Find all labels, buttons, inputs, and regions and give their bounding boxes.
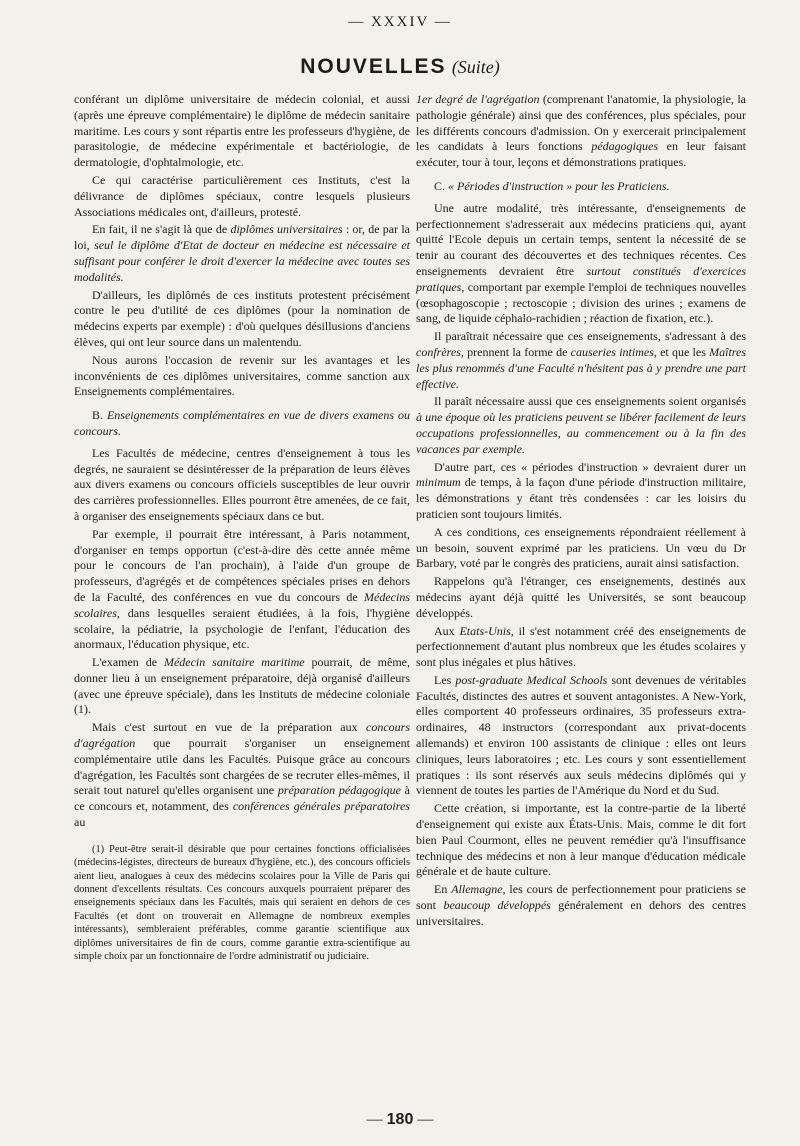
paragraph: En fait, il ne s'agit là que de diplômes universitaires : or, de par la loi, seul le diplôme d'Etat de docteur en médecine est nécessaire et suffisant pour conférer le droit d'exercer la médecine avec toutes ses modalités. [74, 222, 410, 284]
right-column [416, 92, 746, 930]
paragraph: Cette création, si importante, est la contre-partie de la liberté d'enseignement qui existe aux États-Unis. Mais, comme le dit fort bien Paul Courmont, elles ne peuvent remédier qu'à l'insuffisance technique des médecins et non à leur manque d'éducation médicale générale et de haute culture. [416, 801, 746, 879]
footnote-text: (1) Peut-être serait-il désirable que pour certaines fonctions officialisées (médecins-légistes, directeurs de bureaux d'hygiène, etc.), des concours officiels aient lieu, analogues à ceux des médecins scolaires pour la Ville de Paris qui donnent d'excellents résultats. Ces concours auxquels pourraient préparer des enseignements spéciaux dans les Facultés, mais qui seraient en dehors de ces Facultés (et dont on trouverait en Allemagne de nombreux exemples intéressants), sembleraient préférables, comme garantie scientifique aux diplômes universitaires de fin de cours, comme garantie extra-scientifique au simple choix par un fonctionnaire de l'ordre administratif ou judiciaire. [74, 843, 410, 963]
paragraph: Une autre modalité, très intéressante, d'enseignements de perfectionnement s'adresserait aux médecins praticiens qui, ayant quitté l'Ecole depuis un certain temps, sentent la nécessité de se tenir au courant des découvertes et des techniques récentes. Ces enseignements devraient être surtout constitués d'exercices pratiques, comportant par exemple l'emploi de techniques nouvelles (œsophagoscopie ; rectoscopie ; division des urines ; examens de sang, de liquide céphalo-rachidien ; réaction de fixation, etc.). [416, 200, 746, 326]
paragraph: Aux Etats-Unis, il s'est notamment créé des enseignements de perfectionnement d'autant plus nombreux que les études scolaires y sont plus inégales et plus hâtives. [416, 623, 746, 670]
page-title [0, 54, 800, 79]
paragraph: Ce qui caractérise particulièrement ces Instituts, c'est la délivrance de diplômes spéciaux, contre lesquels plusieurs Associations médicales ont, d'ailleurs, protesté. [74, 172, 410, 219]
paragraph: Par exemple, il pourrait être intéressant, à Paris notamment, d'organiser en temps opportun (c'est-à-dire dès cette année même pour le concours de l'an prochain), à l'aide d'un groupe de professeurs, d'agrégés et de compétences spéciales prises en dehors de la Faculté, des conférences en vue du concours de Médecins scolaires, dans lesquelles seraient étudiées, à la fois, l'hygiène scolaire, la pédiatrie, la psychologie de l'enfant, l'éducation des anormaux, l'éducation physique, etc. [74, 526, 410, 652]
paragraph: Les Facultés de médecine, centres d'enseignement à tous les degrés, ne sauraient se désintéresser de la préparation de leurs élèves aux divers examens ou concours officiels susceptibles de leur ouvrir des carrières professionnelles. Elles pourront être amenées, de ce fait, à organiser des enseignements spéciaux dans ce but. [74, 445, 410, 523]
paragraph: Nous aurons l'occasion de revenir sur les avantages et les inconvénients de ces diplômes universitaires, comme sanction aux Enseignements complémentaires. [74, 352, 410, 399]
left-column [74, 92, 410, 964]
paragraph: D'ailleurs, les diplômés de ces instituts protestent précisément contre le peu d'utilité de ces diplômes (pour la nomination de médecins experts par exemple) : d'où quelques désillusions d'anciens élèves, qui ont leur source dans un malentendu. [74, 287, 410, 349]
section-heading-c: C. « Périodes d'instruction » pour les Praticiens. [434, 178, 670, 193]
paragraph: 1er degré de l'agrégation (comprenant l'anatomie, la physiologie, la pathologie générale) ainsi que des conférences, plus spéciales, pour les différents concours d'admission. On y exercerait principalement les candidats à leurs fonctions pédagogiques en leur faisant exécuter, tour à tour, leçons et démonstrations pratiques. [416, 92, 746, 170]
paragraph: L'examen de Médecin sanitaire maritime pourrait, de même, donner lieu à un enseignement préparatoire, déjà organisé d'ailleurs (avec une épreuve spéciale), dans les Instituts de médecine coloniale (1). [74, 655, 410, 717]
paragraph: En Allemagne, les cours de perfectionnement pour praticiens se sont beaucoup développés généralement en dehors des centres universitaires. [416, 882, 746, 928]
paragraph: conférant un diplôme universitaire de médecin colonial, et aussi (après une épreuve complémentaire) le diplôme de médecin sanitaire maritime. Les cours y sont répartis entre les professeurs d'hygiène, de parasitologie, de médecine expérimentale et bactériologie, de dermatologie, d'ophtalmologie, etc. [74, 92, 410, 170]
paragraph: Mais c'est surtout en vue de la préparation aux concours d'agrégation que pourrait s'organiser un enseignement complémentaire utile dans les Facultés. Puisque grâce au concours d'agrégation, les Facultés sont chargées de se recruter elles-mêmes, il serait tout naturel qu'elles organisent une préparation pédagogique à ce concours et, notamment, des conférences générales préparatoires au [74, 720, 410, 830]
paragraph: Les post-graduate Medical Schools sont devenues de véritables Facultés, distinctes des autres et souvent antagonistes. A New-York, elles comportent 40 professeurs ordinaires, 35 professeurs extra-ordinaires, 48 instructors (correspondant aux privat-docents allemands) et environ 100 assistants de clinique : elles ont leurs cliniques, leurs laboratoires ; etc. Les cours y sont essentiellement pratiques : ils sont réservés aux seuls médecins diplômés qui y viennent de toutes les parties de l'Amérique du Nord et du Sud. [416, 672, 747, 798]
paragraph: Il paraît nécessaire aussi que ces enseignements soient organisés à une époque où les praticiens peuvent se libérer facilement de leurs occupations professionnelles, au commencement ou à la fin des vacances par exemple. [416, 394, 746, 456]
title-main: NOUVELLES [300, 55, 447, 78]
paragraph: D'autre part, ces « périodes d'instruction » devraient durer un minimum de temps, à la façon d'une période d'instruction militaire, les démonstrations y étant très condensées : car les loisirs du praticien sont toujours limités. [416, 459, 746, 521]
title-suffix: (Suite) [451, 57, 500, 77]
footnote [74, 843, 410, 964]
section-heading-b: B. Enseignements complémentaires en vue de divers examens ou concours. [74, 408, 410, 438]
page-header-roman-numeral: — XXXIV — [348, 14, 452, 30]
paragraph: Rappelons qu'à l'étranger, ces enseignements, destinés aux médecins ayant déjà quitté les Universités, se sont beaucoup développés. [416, 574, 746, 620]
paragraph: Il paraîtrait nécessaire que ces enseignements, s'adressant à des confrères, prennent la forme de causeries intimes, et que les Maîtres les plus renommés d'une Faculté n'hésitent pas à y prendre une part effective. [416, 329, 746, 391]
page-number: — 180 — [366, 1111, 434, 1128]
paragraph: A ces conditions, ces enseignements répondraient réellement à un besoin, souvent exprimé par les praticiens. Un vœu du Dr Barbary, voté par le congrès des praticiens, aurait ainsi satisfaction. [416, 524, 746, 571]
